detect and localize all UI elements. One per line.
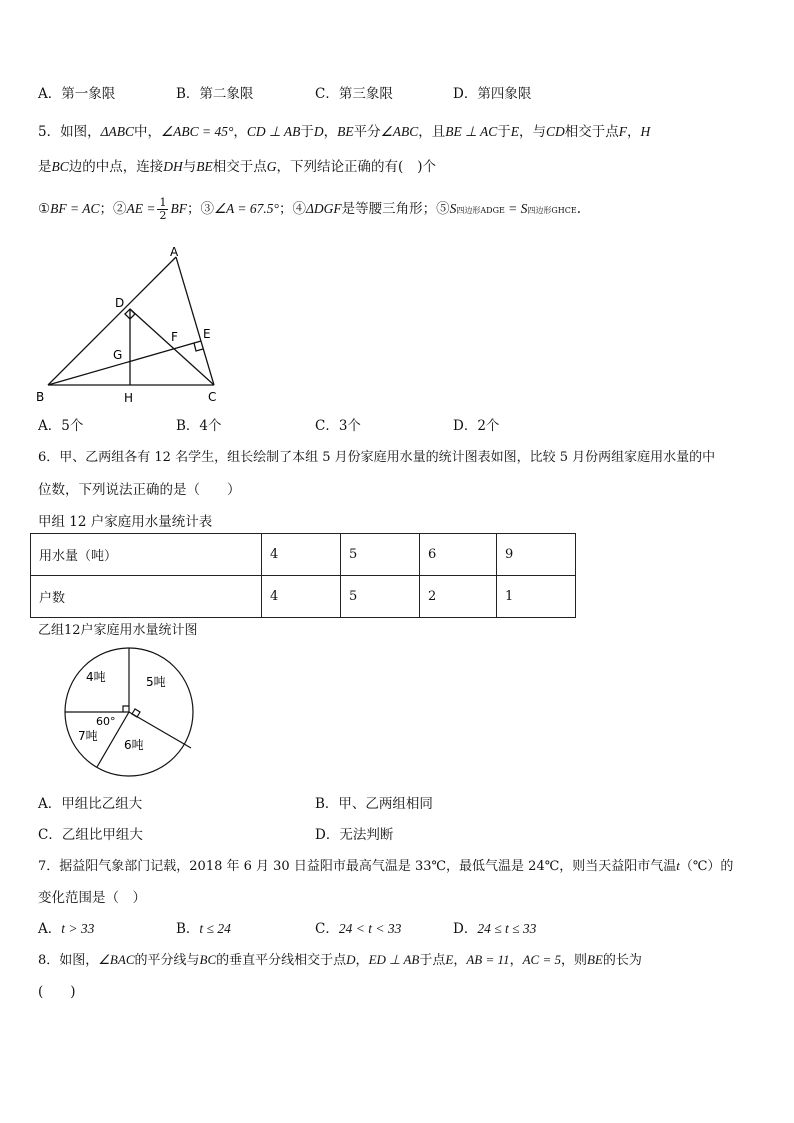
q5-option-d: D．2个	[453, 418, 500, 434]
label-b: B	[36, 390, 45, 404]
pie-label-6t: 6吨	[124, 738, 144, 752]
side-ac	[176, 257, 214, 385]
table-cell: 2	[420, 576, 497, 618]
q5-option-b: B．4个	[176, 418, 222, 434]
table-cell: 用水量（吨）	[31, 534, 262, 576]
label-f: F	[171, 330, 178, 344]
label-d: D	[115, 296, 125, 310]
table-cell: 9	[497, 534, 576, 576]
right-angle-mark-right	[132, 709, 140, 717]
right-angle-mark-top	[123, 706, 129, 712]
label-g: G	[113, 348, 123, 362]
table-cell: 5	[341, 534, 420, 576]
q7-line-1: 7．据益阳气象部门记载，2018 年 6 月 30 日益阳市最高气温是 33℃，最低气温是 24℃，则当天益阳市气温t（℃）的	[38, 858, 734, 874]
q5-option-a: A．5个	[38, 418, 84, 434]
table-cell: 1	[497, 576, 576, 618]
q4-option-d: D．第四象限	[453, 86, 532, 102]
q4-option-a: A．第一象限	[38, 86, 116, 102]
q6-pie-title: 乙组12户家庭用水量统计图	[38, 623, 198, 638]
pie-label-7t: 7吨	[78, 729, 98, 743]
q8-line-2: ( )	[38, 984, 76, 1000]
pie-label-60deg: 60°	[96, 715, 116, 728]
q5-line-2: 是BC边的中点，连接DH与BE相交于点G，下列结论正确的有( )个	[38, 159, 437, 175]
q7-option-d: D．24 ≤ t ≤ 33	[453, 921, 537, 937]
q7-line-2: 变化范围是（ ）	[38, 890, 146, 906]
side-ab	[48, 257, 176, 385]
table-cell: 6	[420, 534, 497, 576]
segment-cd	[130, 309, 214, 385]
q5-triangle-figure	[30, 245, 230, 410]
water-usage-table	[30, 533, 576, 618]
table-cell: 4	[262, 534, 341, 576]
pie-label-5t: 5吨	[146, 675, 166, 689]
q6-option-a: A．甲组比乙组大	[38, 796, 143, 812]
table-cell: 户数	[31, 576, 262, 618]
q7-option-c: C．24 < t < 33	[315, 921, 402, 937]
q6-line-1: 6．甲、乙两组各有 12 名学生，组长绘制了本组 5 月份家庭用水量的统计图表如图，比较 5 月份两组家庭用水量的中	[38, 450, 716, 465]
q5-line-1: 5．如图，ΔABC中，∠ABC = 45°，CD ⊥ AB于D，BE平分∠ABC，且BE ⊥ AC于E，与CD相交于点F，H	[38, 124, 651, 140]
q6-table-title: 甲组 12 户家庭用水量统计表	[38, 514, 213, 530]
q6-option-b: B．甲、乙两组相同	[315, 796, 433, 812]
fraction-one-half: $\frac{1}{2}$	[159, 196, 167, 222]
q8-line-1: 8．如图，∠BAC的平分线与BC的垂直平分线相交于点D，ED ⊥ AB于点E，AB = 11，AC = 5，则BE的长为	[38, 952, 642, 968]
q4-option-c: C．第三象限	[315, 86, 393, 102]
pie-label-4t: 4吨	[86, 670, 106, 684]
segment-be	[48, 341, 201, 385]
q4-option-b: B．第二象限	[176, 86, 254, 102]
q6-option-d: D．无法判断	[315, 827, 394, 843]
q6-pie-chart	[40, 636, 212, 786]
table-row	[31, 576, 576, 618]
table-cell: 4	[262, 576, 341, 618]
q7-option-b: B．t ≤ 24	[176, 921, 231, 937]
label-h: H	[124, 391, 134, 405]
q5-option-c: C．3个	[315, 418, 361, 434]
q6-option-c: C．乙组比甲组大	[38, 827, 143, 843]
q5-conclusions: ①BF = AC；②AE = $\frac{1}{2}$ BF；③∠A = 67.5°；④ΔDGF是等腰三角形；⑤S四边形ADGE = S四边形GHCE.	[38, 196, 582, 222]
q6-line-2: 位数，下列说法正确的是（ ）	[38, 482, 241, 498]
label-e: E	[203, 327, 211, 341]
table-cell: 5	[341, 576, 420, 618]
label-c: C	[208, 390, 217, 404]
table-row	[31, 534, 576, 576]
q7-option-a: A．t > 33	[38, 921, 95, 937]
label-a: A	[170, 245, 179, 259]
